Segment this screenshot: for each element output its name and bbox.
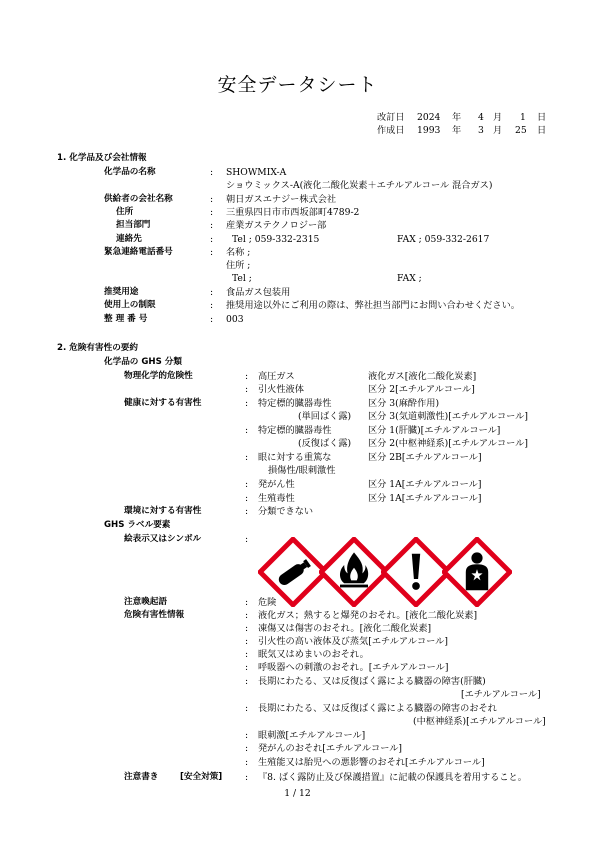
field-label: 注意喚起語: [124, 597, 167, 607]
field-label: 物理化学的危険性: [124, 371, 193, 381]
field-label: 推奨用途: [104, 287, 139, 297]
hazard-statement: 長期にわたる、又は反復ばく露による臓器の障害のおそれ: [258, 703, 497, 714]
hazard-statement: 引火性の高い液体及び蒸気[エチルアルコール]: [258, 636, 448, 647]
hazard-statement: [エチルアルコール]: [461, 689, 541, 700]
section-heading: 2. 危険有害性の要約: [57, 343, 138, 353]
field-label: 担当部門: [116, 220, 151, 230]
field-label: 住所: [116, 207, 134, 217]
field-label: 整 理 番 号: [104, 314, 148, 324]
hazard-statement: 凍傷又は傷害のおそれ。[液化二酸化炭素]: [258, 623, 432, 634]
page-number: 1 / 12: [284, 788, 311, 799]
field-label: 絵表示又はシンボル: [124, 534, 202, 544]
field-value: 朝日ガスエナジー株式会社: [226, 194, 337, 205]
field-label: 供給者の会社名称: [104, 194, 173, 204]
field-value: SHOWMIX-A: [226, 167, 287, 178]
field-label: 注意書き: [124, 772, 159, 782]
signal-word: 危険: [258, 597, 277, 608]
exclamation-icon: [381, 537, 451, 607]
hazard-statement: 発がんのおそれ[エチルアルコール]: [258, 743, 402, 754]
health-hazard-icon: [442, 537, 512, 607]
hazard-statement: 液化ガス；熱すると爆発のおそれ。[液化二酸化炭素]: [258, 610, 478, 621]
flame-icon: [319, 537, 389, 607]
hazard-statement: 眼刺激[エチルアルコール]: [258, 730, 366, 741]
hazard-statement: 長期にわたる、又は反復ばく露による臓器の障害(肝臓): [258, 676, 486, 687]
field-value: FAX ; 059-332-2617: [397, 234, 490, 245]
field-label: 化学品の名称: [104, 167, 156, 177]
field-value: Tel ; 059-332-2315: [232, 234, 320, 245]
hazard-statement: (中枢神経系)[エチルアルコール]: [413, 716, 546, 727]
field-label: 連絡先: [116, 234, 142, 244]
field-label: 危険有害性情報: [124, 610, 185, 620]
field-label: 緊急連絡電話番号: [104, 247, 173, 257]
field-value: 産業ガステクノロジー部: [226, 220, 327, 231]
hazard-statement: 呼吸器への刺激のおそれ。[エチルアルコール]: [258, 662, 449, 673]
hazard-statement: 眠気又はめまいのおそれ。: [258, 649, 369, 660]
field-label: [安全対策]: [180, 772, 223, 782]
field-value: ショウミックス-A(液化二酸化炭素＋エチルアルコール 混合ガス): [226, 180, 493, 191]
hazard-statement: 生殖能又は胎児への悪影響のおそれ[エチルアルコール]: [258, 757, 485, 768]
field-label: 使用上の制限: [104, 300, 156, 310]
field-label: 健康に対する有害性: [124, 398, 202, 408]
page-title: 安全データシート: [217, 74, 378, 96]
section-heading: 1. 化学品及び会社情報: [57, 153, 147, 163]
field-value: 三重県四日市市西坂部町4789-2: [226, 207, 360, 218]
field-label: 環境に対する有害性: [124, 506, 202, 516]
